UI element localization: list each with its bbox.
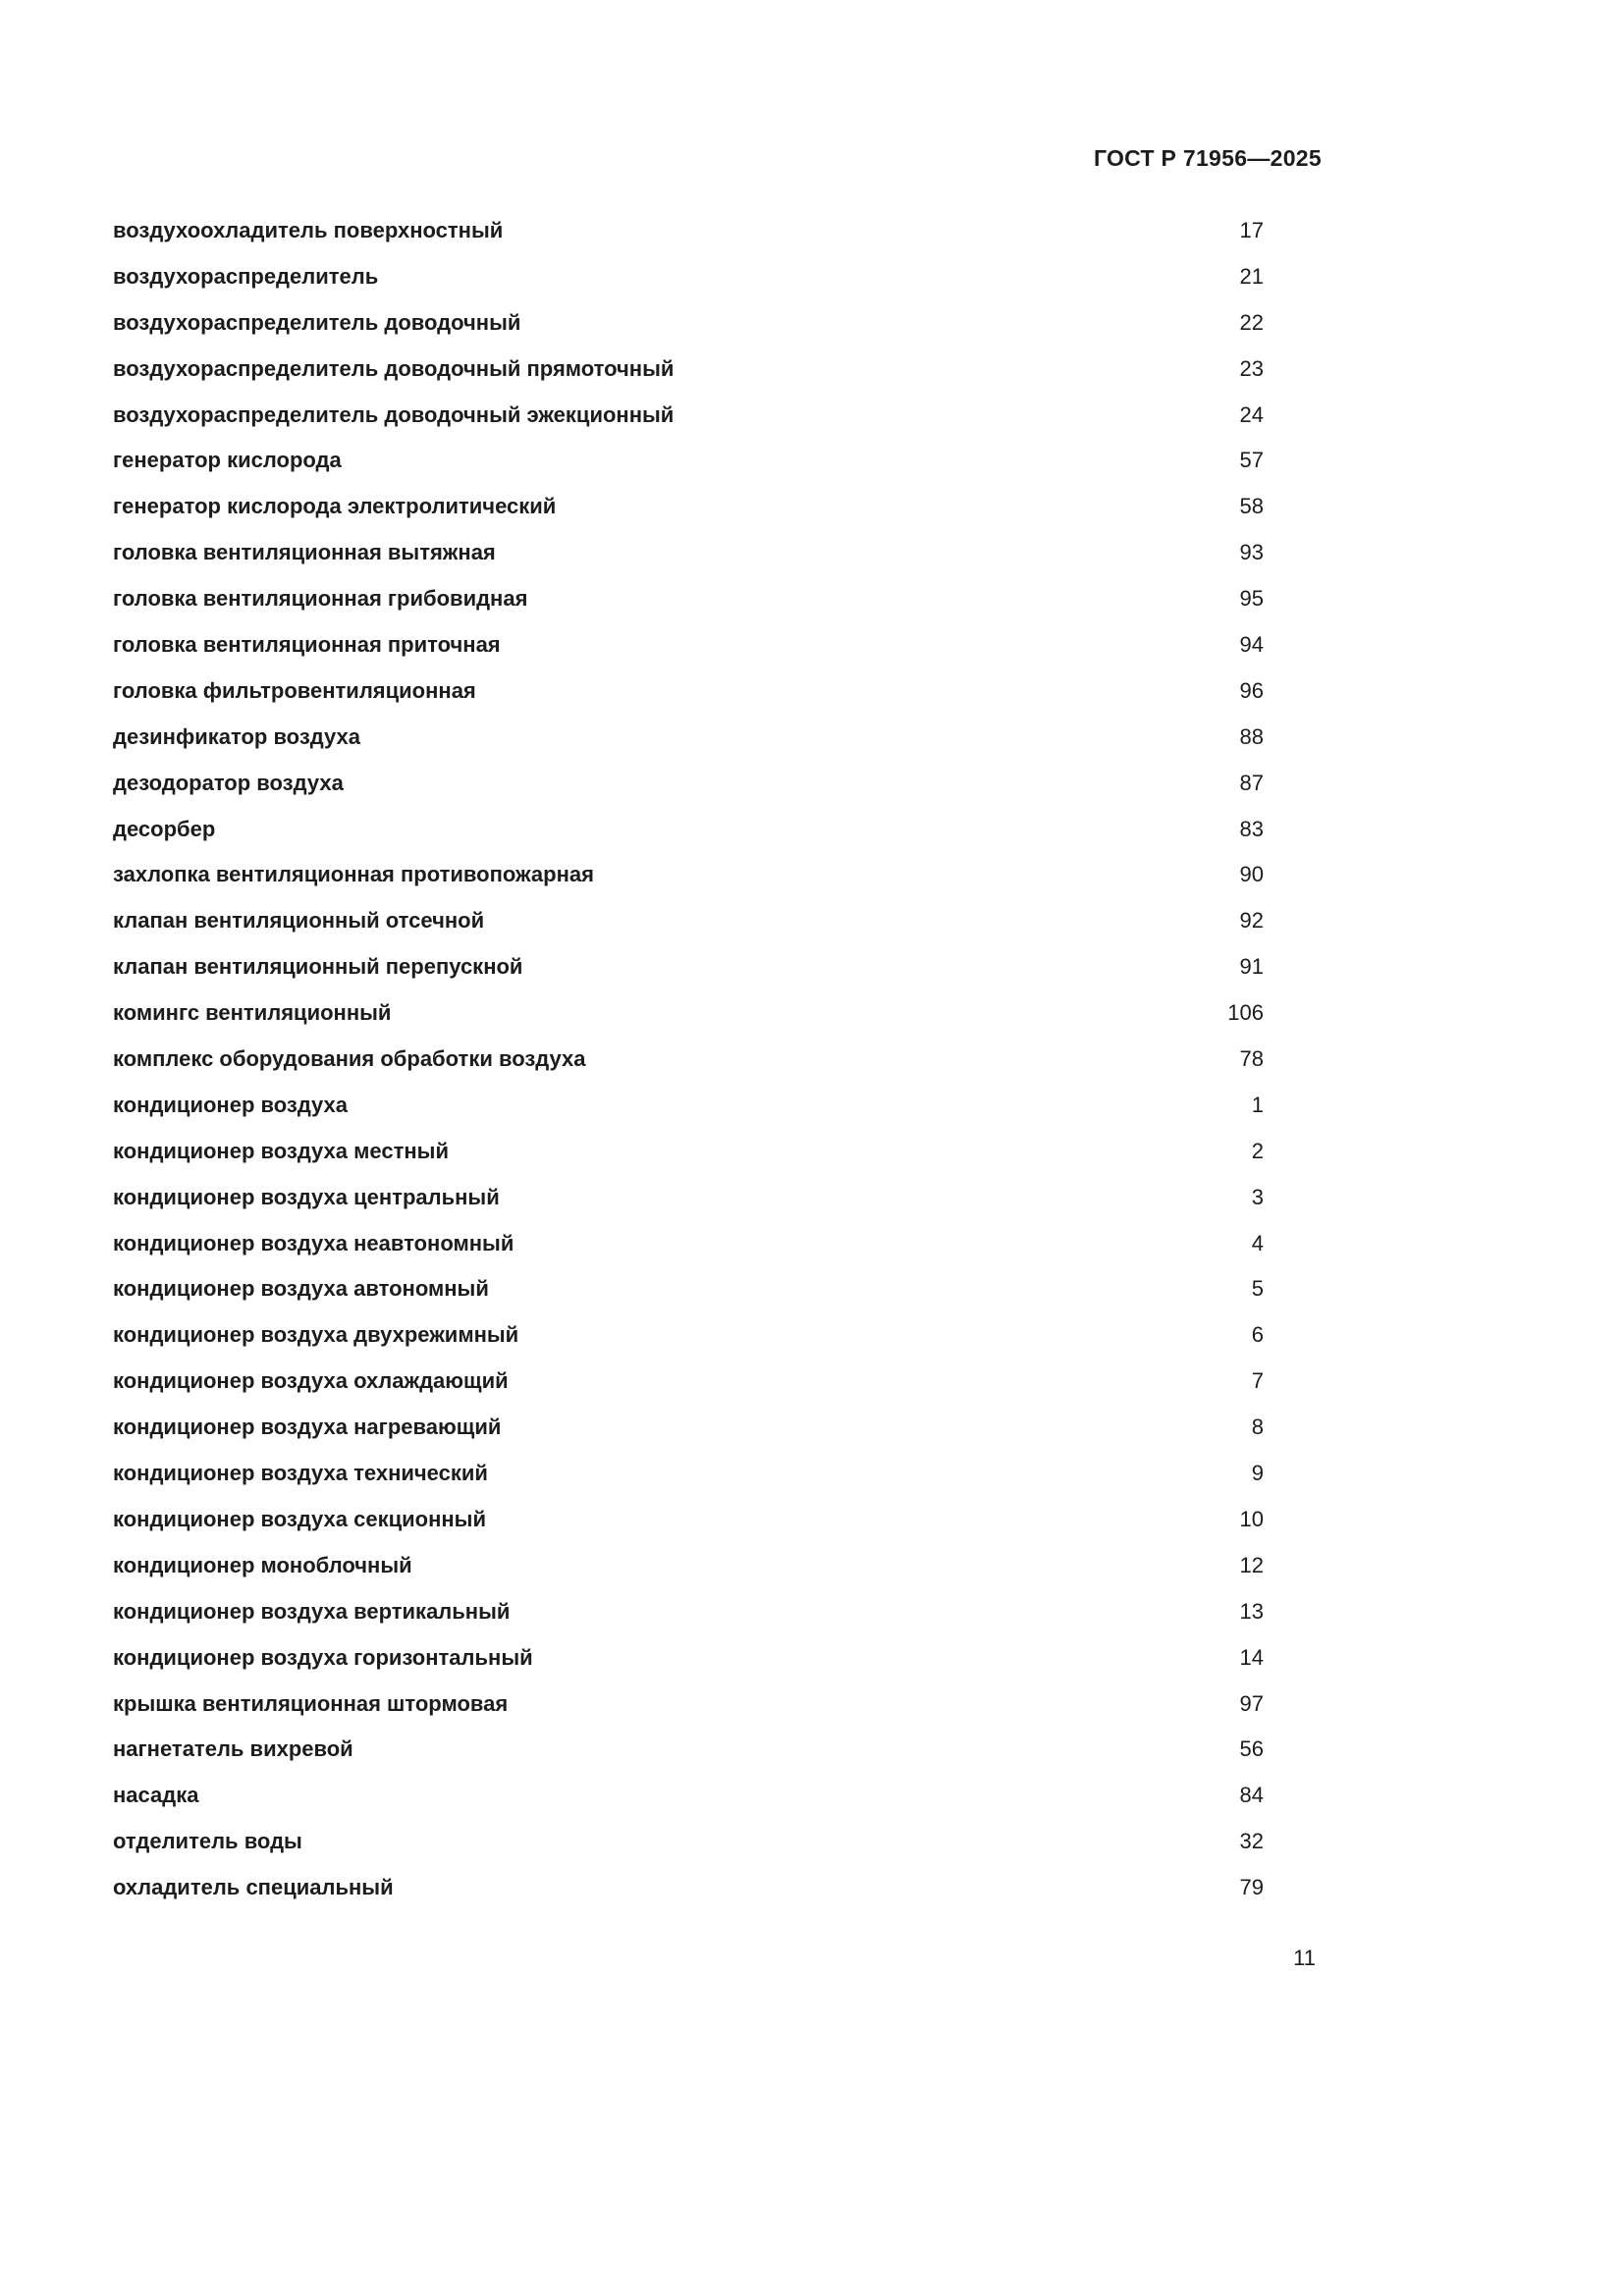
index-page-number: 1: [1251, 1092, 1264, 1117]
index-term: захлопка вентиляционная противопожарная: [113, 862, 594, 887]
index-entry: [113, 1368, 1264, 1415]
index-term: отделитель воды: [113, 1829, 302, 1854]
index-page-number: 78: [1239, 1046, 1264, 1072]
index-term: клапан вентиляционный отсечной: [113, 908, 485, 934]
index-page-number: 7: [1251, 1368, 1264, 1394]
index-entry: [113, 632, 1264, 678]
index-term: головка вентиляционная вытяжная: [113, 540, 496, 565]
index-page-number: 84: [1239, 1783, 1264, 1808]
index-term: кондиционер воздуха: [113, 1092, 349, 1117]
index-entry: [113, 264, 1264, 310]
index-entry: [113, 310, 1264, 356]
index-term: кондиционер воздуха горизонтальный: [113, 1644, 533, 1670]
index-entry: [113, 1829, 1264, 1875]
index-page-number: 91: [1239, 954, 1264, 980]
index-entry: [113, 218, 1264, 264]
index-entry: [113, 1691, 1264, 1737]
index-entry: [113, 1736, 1264, 1783]
index-term: дезодоратор воздуха: [113, 770, 344, 795]
index-page-number: 9: [1251, 1461, 1264, 1486]
index-term: воздухораспределитель доводочный эжекционный: [113, 401, 675, 427]
index-term: кондиционер воздуха двухрежимный: [113, 1322, 519, 1348]
index-term: насадка: [113, 1783, 199, 1808]
index-entry: [113, 1185, 1264, 1231]
index-term: воздухораспределитель доводочный прямоточный: [113, 355, 675, 381]
index-entry: [113, 954, 1264, 1000]
index-term: воздухоохладитель поверхностный: [113, 218, 504, 242]
index-entry: [113, 1553, 1264, 1599]
index-entry: [113, 678, 1264, 724]
index-entry: [113, 1783, 1264, 1829]
index-entry: [113, 494, 1264, 540]
index-term: воздухораспределитель: [113, 263, 379, 289]
index-term: кондиционер воздуха неавтономный: [113, 1230, 514, 1255]
index-page-number: 88: [1239, 723, 1264, 749]
index-term: воздухораспределитель доводочный: [113, 309, 521, 335]
index-entry: [113, 1875, 1264, 1921]
index-entry: [113, 586, 1264, 632]
index-list: [113, 218, 1264, 1921]
index-entry: [113, 1461, 1264, 1507]
index-entry: [113, 1093, 1264, 1139]
index-page-number: 96: [1239, 677, 1264, 703]
index-term: комплекс оборудования обработки воздуха: [113, 1046, 586, 1072]
index-page-number: 24: [1239, 401, 1264, 427]
index-term: кондиционер воздуха технический: [113, 1461, 488, 1486]
index-term: охладитель специальный: [113, 1875, 394, 1900]
index-term: кондиционер воздуха вертикальный: [113, 1598, 511, 1624]
index-term: нагнетатель вихревой: [113, 1736, 353, 1762]
index-entry: [113, 1139, 1264, 1185]
index-page-number: 97: [1239, 1690, 1264, 1716]
index-page-number: 106: [1227, 1000, 1264, 1026]
index-page-number: 3: [1251, 1184, 1264, 1209]
index-page-number: 32: [1239, 1829, 1264, 1854]
index-entry: [113, 1507, 1264, 1553]
index-entry: [113, 448, 1264, 494]
index-entry: [113, 1415, 1264, 1461]
index-page-number: 10: [1239, 1506, 1264, 1531]
index-entry: [113, 908, 1264, 954]
index-page-number: 95: [1239, 586, 1264, 612]
index-term: головка фильтровентиляционная: [113, 677, 476, 703]
index-page-number: 93: [1239, 540, 1264, 565]
index-entry: [113, 1599, 1264, 1645]
index-page-number: 17: [1239, 218, 1264, 242]
index-entry: [113, 1000, 1264, 1046]
index-entry: [113, 356, 1264, 402]
index-page-number: 56: [1239, 1736, 1264, 1762]
index-page-number: 90: [1239, 862, 1264, 887]
index-term: кондиционер воздуха нагревающий: [113, 1415, 502, 1440]
index-entry: [113, 402, 1264, 449]
index-term: кондиционер воздуха секционный: [113, 1506, 486, 1531]
index-page-number: 12: [1239, 1552, 1264, 1577]
index-page-number: 8: [1251, 1415, 1264, 1440]
index-page-number: 79: [1239, 1875, 1264, 1900]
index-term: комингс вентиляционный: [113, 1000, 392, 1026]
index-page-number: 94: [1239, 632, 1264, 658]
index-page-number: 22: [1239, 309, 1264, 335]
index-term: кондиционер воздуха охлаждающий: [113, 1368, 509, 1394]
index-page-number: 4: [1251, 1230, 1264, 1255]
index-page-number: 13: [1239, 1598, 1264, 1624]
index-entry: [113, 1276, 1264, 1322]
index-term: кондиционер воздуха автономный: [113, 1276, 489, 1302]
index-entry: [113, 1645, 1264, 1691]
index-page-number: 14: [1239, 1644, 1264, 1670]
index-entry: [113, 1046, 1264, 1093]
index-entry: [113, 1231, 1264, 1277]
index-page-number: 21: [1239, 263, 1264, 289]
index-entry: [113, 817, 1264, 863]
index-entry: [113, 724, 1264, 771]
index-term: кондиционер воздуха местный: [113, 1138, 449, 1163]
index-page-number: 23: [1239, 355, 1264, 381]
index-term: десорбер: [113, 816, 216, 841]
index-page-number: 92: [1239, 908, 1264, 934]
document-number-header: ГОСТ Р 71956—2025: [1093, 145, 1322, 171]
index-entry: [113, 862, 1264, 908]
index-page-number: 83: [1239, 816, 1264, 841]
index-term: кондиционер моноблочный: [113, 1552, 412, 1577]
index-page-number: 57: [1239, 448, 1264, 473]
index-entry: [113, 540, 1264, 586]
index-entry: [113, 1322, 1264, 1368]
index-term: головка вентиляционная приточная: [113, 632, 501, 658]
index-page-number: 2: [1251, 1138, 1264, 1163]
index-page-number: 5: [1251, 1276, 1264, 1302]
index-term: кондиционер воздуха центральный: [113, 1184, 500, 1209]
index-term: генератор кислорода: [113, 448, 342, 473]
index-page-number: 87: [1239, 770, 1264, 795]
index-term: головка вентиляционная грибовидная: [113, 586, 528, 612]
page-number: 11: [1293, 1946, 1316, 1970]
index-term: крышка вентиляционная штормовая: [113, 1690, 509, 1716]
index-term: генератор кислорода электролитический: [113, 494, 557, 519]
index-page-number: 58: [1239, 494, 1264, 519]
index-page-number: 6: [1251, 1322, 1264, 1348]
index-entry: [113, 771, 1264, 817]
index-term: дезинфикатор воздуха: [113, 723, 360, 749]
index-term: клапан вентиляционный перепускной: [113, 954, 523, 980]
